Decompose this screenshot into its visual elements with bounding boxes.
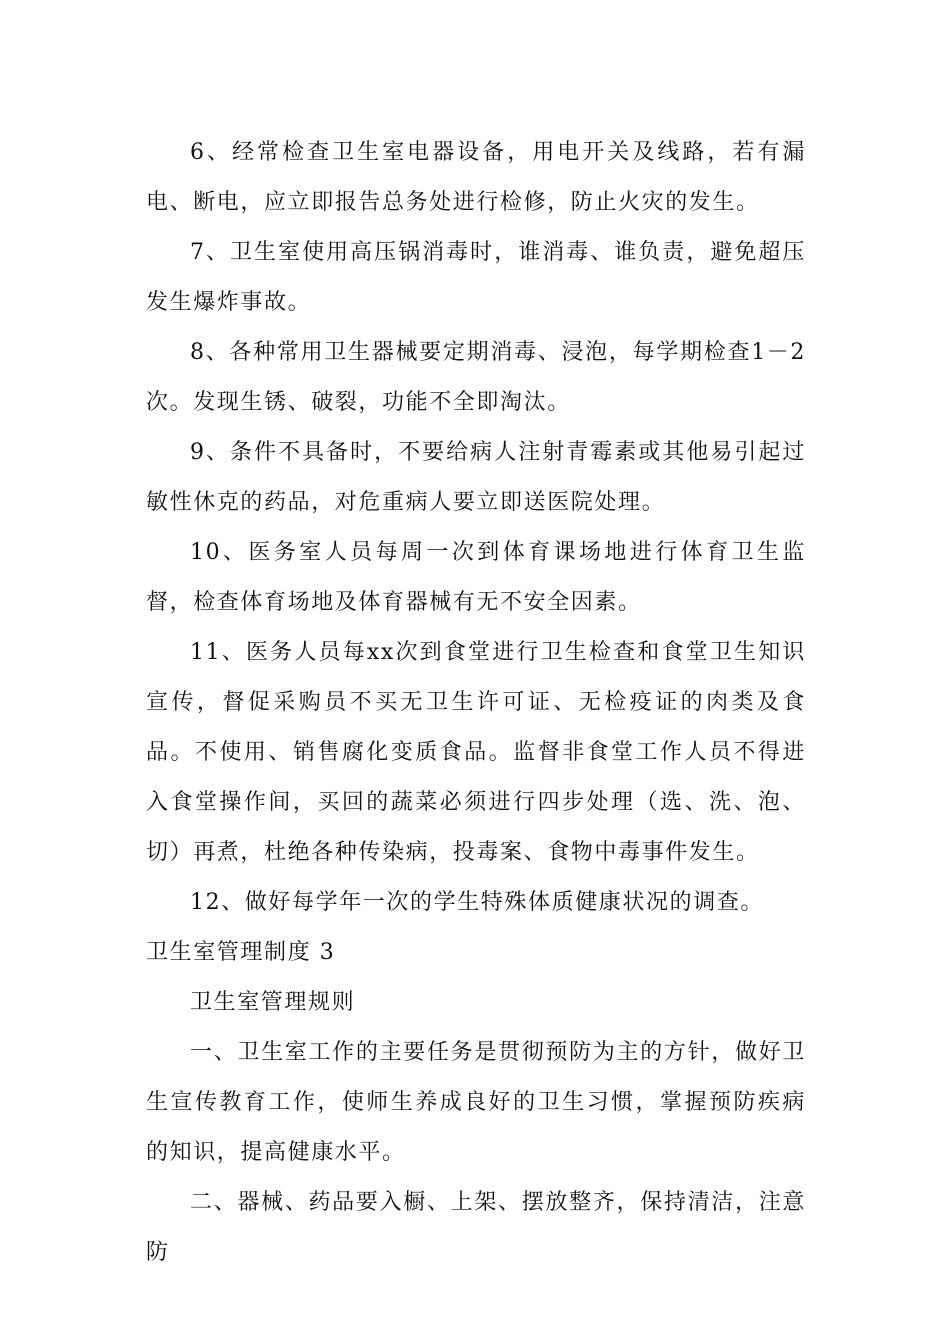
paragraph-9: 9、条件不具备时，不要给病人注射青霉素或其他易引起过敏性休克的药品，对危重病人要立即送医院处理。 bbox=[146, 440, 806, 515]
paragraph-7: 7、卫生室使用高压锅消毒时，谁消毒、谁负责，避免超压发生爆炸事故。 bbox=[146, 240, 806, 315]
rule-2: 二、器械、药品要入橱、上架、摆放整齐，保持清洁，注意防 bbox=[146, 1190, 806, 1265]
section-title: 卫生室管理制度 3 bbox=[146, 940, 336, 965]
paragraph-8: 8、各种常用卫生器械要定期消毒、浸泡，每学期检查1－2次。发现生锈、破裂，功能不全即淘汰。 bbox=[146, 340, 806, 415]
paragraph-12: 12、做好每学年一次的学生特殊体质健康状况的调查。 bbox=[190, 890, 764, 915]
paragraph-11: 11、医务人员每xx次到食堂进行卫生检查和食堂卫生知识宣传，督促采购员不买无卫生许可证、无检疫证的肉类及食品。不使用、销售腐化变质食品。监督非食堂工作人员不得进入食堂操作间，买回的蔬菜必须进行四步处理（选、洗、泡、切）再煮，杜绝各种传染病，投毒案、食物中毒事件发生。 bbox=[146, 640, 806, 865]
paragraph-10: 10、医务室人员每周一次到体育课场地进行体育卫生监督，检查体育场地及体育器械有无不安全因素。 bbox=[146, 540, 806, 615]
paragraph-6: 6、经常检查卫生室电器设备，用电开关及线路，若有漏电、断电，应立即报告总务处进行检修，防止火灾的发生。 bbox=[146, 140, 806, 215]
sub-title: 卫生室管理规则 bbox=[190, 990, 356, 1015]
rule-1: 一、卫生室工作的主要任务是贯彻预防为主的方针，做好卫生宣传教育工作，使师生养成良好的卫生习惯，掌握预防疾病的知识，提高健康水平。 bbox=[146, 1040, 806, 1165]
document-body bbox=[146, 128, 806, 1278]
